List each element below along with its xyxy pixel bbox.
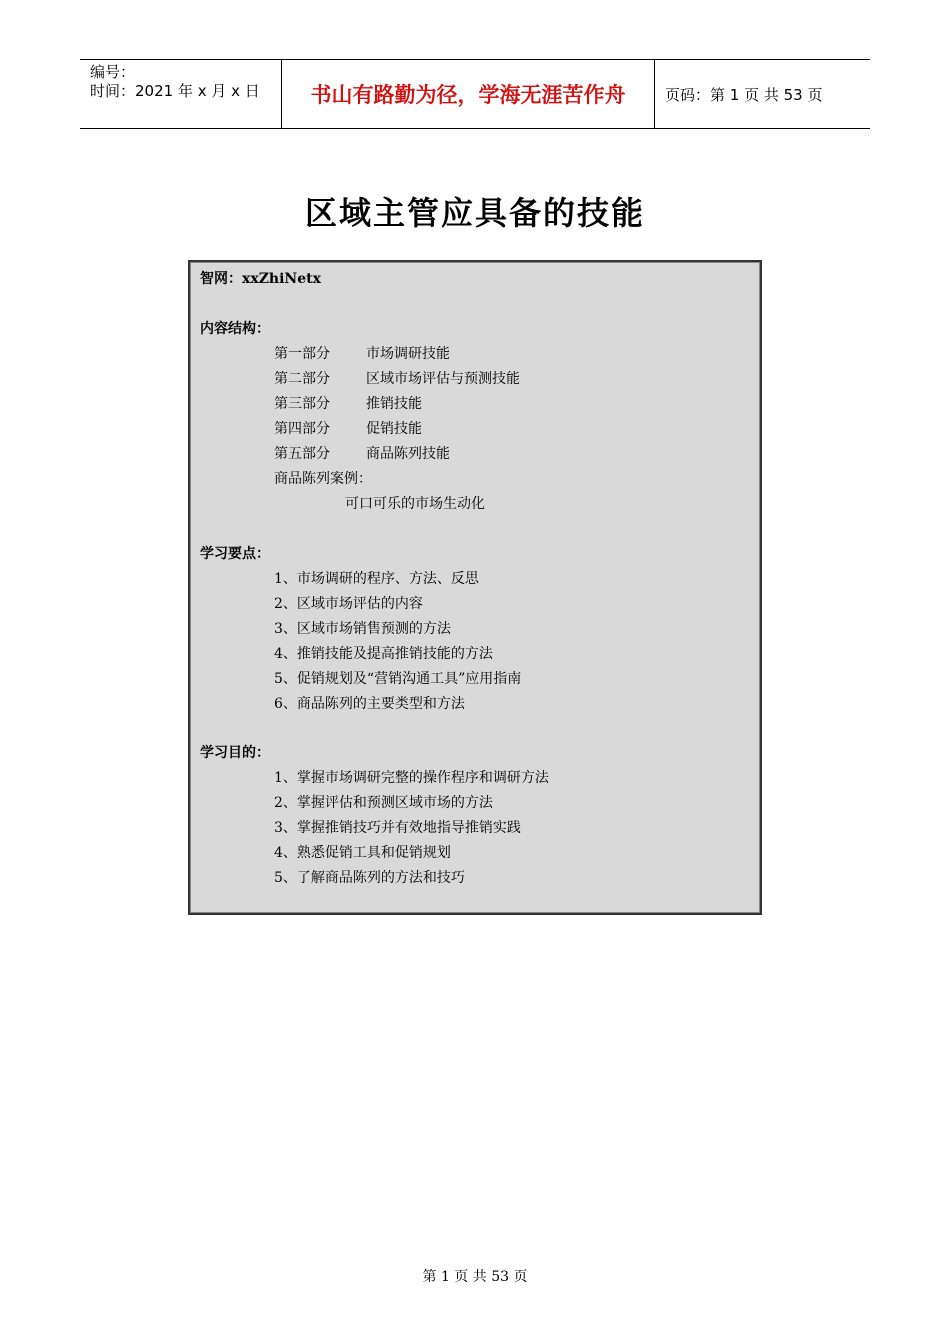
- document-title: 区域主管应具备的技能: [304, 194, 645, 232]
- list-item: 4、熟悉促销工具和促销规划: [274, 845, 451, 861]
- page-footer: 第 1 页 共 53 页: [422, 1269, 528, 1285]
- case-label: 商品陈列案例：: [274, 471, 372, 487]
- time-label: 时间：2021 年 x 月 x 日: [90, 82, 260, 100]
- page-header: [80, 59, 870, 129]
- objectives-heading: 学习目的：: [200, 745, 270, 761]
- list-item: 2、区域市场评估的内容: [274, 596, 423, 612]
- list-item: 3、区域市场销售预测的方法: [274, 621, 451, 637]
- list-item: 3、掌握推销技巧并有效地指导推销实践: [274, 820, 521, 836]
- key-points-heading: 学习要点：: [200, 546, 270, 562]
- header-info: [80, 60, 282, 128]
- list-item: 1、掌握市场调研完整的操作程序和调研方法: [274, 770, 549, 786]
- list-item: 第二部分 区域市场评估与预测技能: [274, 371, 520, 387]
- list-item: 6、商品陈列的主要类型和方法: [274, 696, 465, 712]
- list-item: 第一部分 市场调研技能: [274, 346, 450, 362]
- list-item: 5、促销规划及“营销沟通工具”应用指南: [274, 671, 522, 687]
- case-item: 可口可乐的市场生动化: [345, 496, 485, 512]
- list-item: 第三部分 推销技能: [274, 396, 422, 412]
- list-item: 5、了解商品陈列的方法和技巧: [274, 870, 465, 886]
- list-item: 4、推销技能及提高推销技能的方法: [274, 646, 493, 662]
- header-page-info: 页码：第 1 页 共 53 页: [665, 85, 823, 104]
- list-item: 2、掌握评估和预测区域市场的方法: [274, 795, 493, 811]
- list-item: 1、市场调研的程序、方法、反思: [274, 571, 479, 587]
- list-item: 第五部分 商品陈列技能: [274, 446, 450, 462]
- summary-box: [188, 260, 762, 915]
- header-motto: 书山有路勤为径，学海无涯苦作舟: [282, 60, 655, 128]
- source-line: 智网：xxZhiNetx: [200, 271, 321, 287]
- list-item: 第四部分 促销技能: [274, 421, 422, 437]
- structure-heading: 内容结构：: [200, 321, 270, 337]
- number-label: 编号：: [90, 63, 136, 81]
